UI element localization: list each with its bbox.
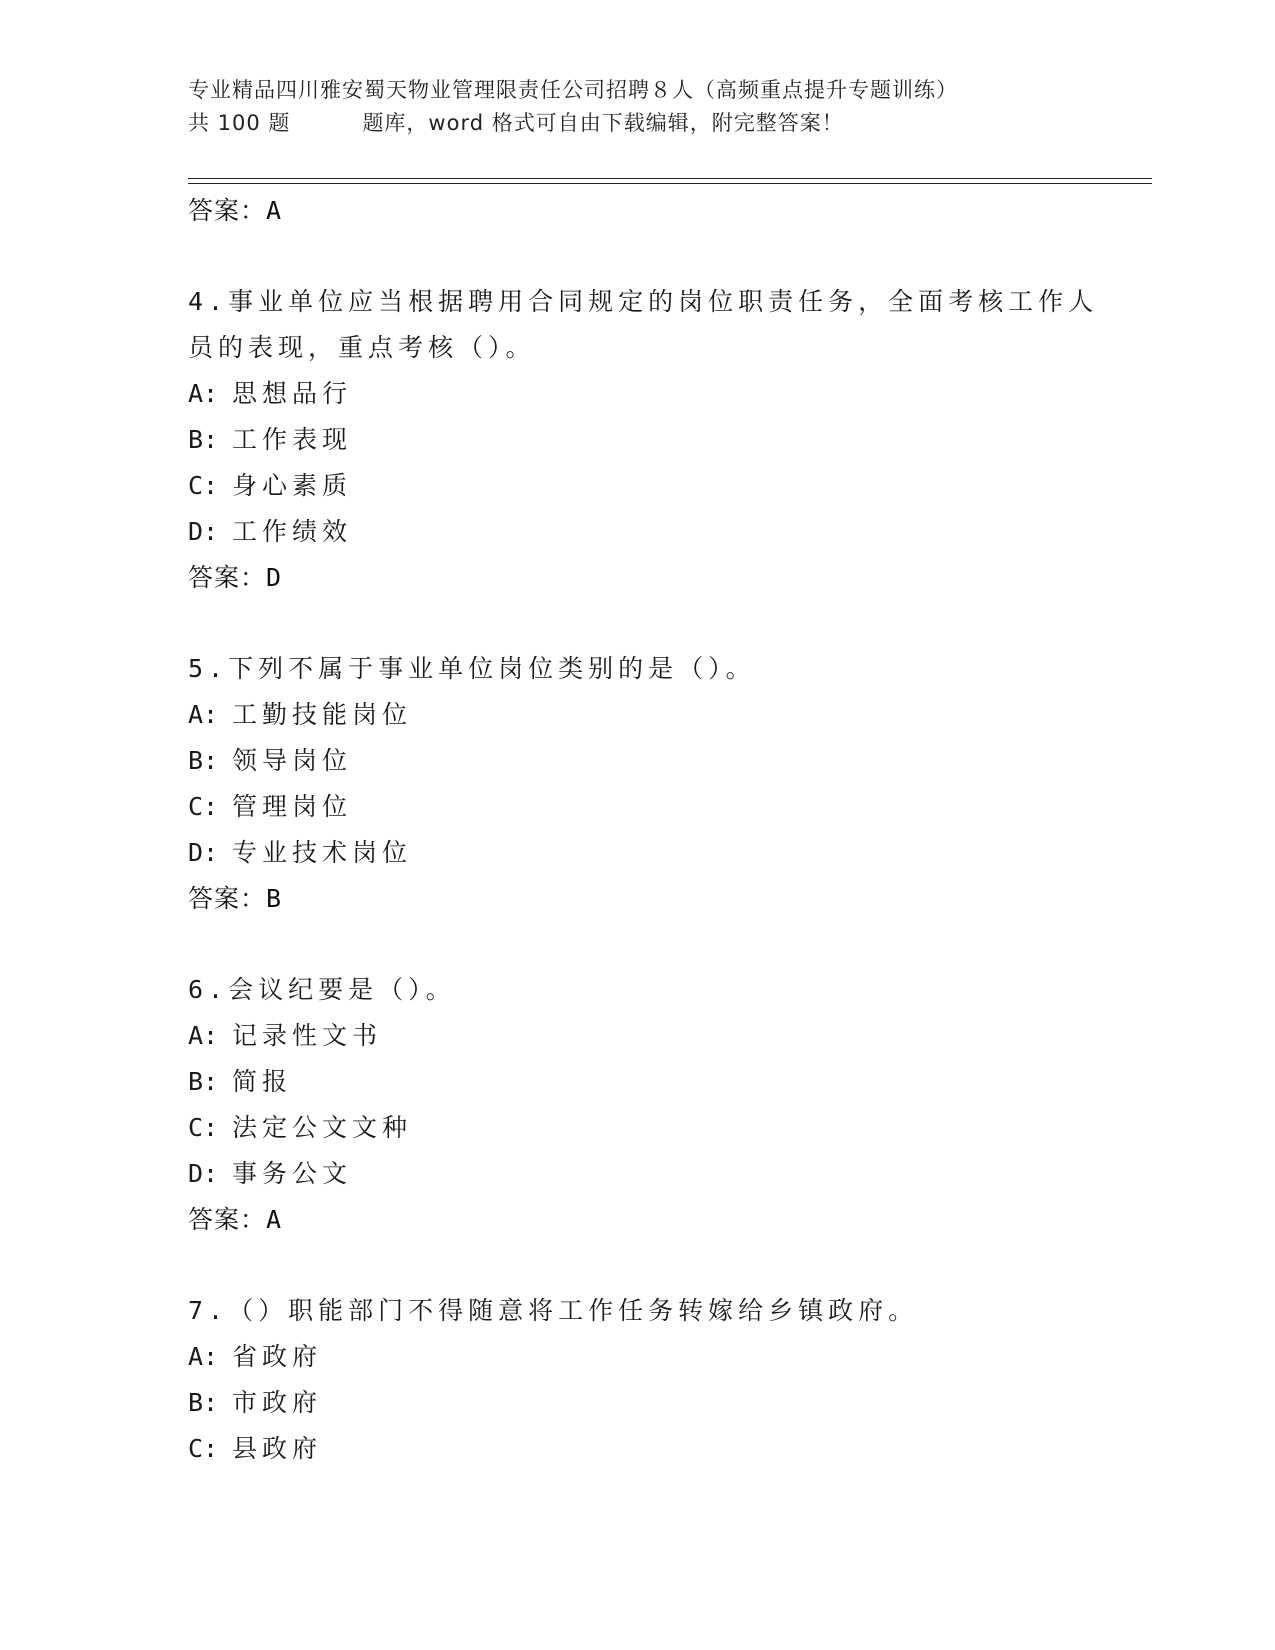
option-a xyxy=(188,692,1088,738)
question-text: 5.下列不属于事业单位岗位类别的是（）。 xyxy=(188,654,756,683)
header-divider-bottom xyxy=(188,183,1152,184)
option-key: C: xyxy=(188,792,219,821)
option-key: B: xyxy=(188,1067,219,1096)
answer-line: 答案：A xyxy=(188,1205,283,1234)
document-subtitle xyxy=(188,107,1148,140)
option-text: 市政府 xyxy=(232,1388,323,1417)
option-text: 工作绩效 xyxy=(232,517,353,546)
option-d xyxy=(188,1151,1088,1197)
header-divider-top xyxy=(188,178,1152,179)
option-text: 事务公文 xyxy=(232,1159,353,1188)
option-c xyxy=(188,1105,1088,1151)
option-text: 专业技术岗位 xyxy=(232,838,413,867)
option-a xyxy=(188,1334,1088,1380)
option-key: D: xyxy=(188,838,219,867)
option-text: 记录性文书 xyxy=(232,1021,383,1050)
option-text: 法定公文文种 xyxy=(232,1113,413,1142)
option-key: C: xyxy=(188,1113,219,1142)
option-key: B: xyxy=(188,746,219,775)
option-key: C: xyxy=(188,1434,219,1463)
option-b xyxy=(188,1059,1088,1105)
document-header xyxy=(188,74,1148,140)
answer-line: 答案：B xyxy=(188,884,283,913)
option-a xyxy=(188,1013,1088,1059)
option-text: 工勤技能岗位 xyxy=(232,700,413,729)
option-c xyxy=(188,784,1088,830)
question-text: 7.（）职能部门不得随意将工作任务转嫁给乡镇政府。 xyxy=(188,1296,919,1325)
option-text: 管理岗位 xyxy=(232,792,353,821)
option-text: 身心素质 xyxy=(232,471,353,500)
answer-line: 答案：D xyxy=(188,563,283,592)
option-key: B: xyxy=(188,425,219,454)
option-text: 工作表现 xyxy=(232,425,353,454)
option-key: D: xyxy=(188,1159,219,1188)
option-text: 思想品行 xyxy=(232,379,353,408)
option-d xyxy=(188,509,1088,555)
option-key: A: xyxy=(188,1021,219,1050)
option-key: A: xyxy=(188,1342,219,1371)
question-item xyxy=(188,967,1088,1243)
question-text: 员的表现，重点考核（）。 xyxy=(188,333,536,362)
option-key: A: xyxy=(188,379,219,408)
question-item xyxy=(188,1288,1088,1472)
option-b xyxy=(188,417,1088,463)
option-key: C: xyxy=(188,471,219,500)
option-d xyxy=(188,830,1088,876)
question-item xyxy=(188,646,1088,922)
question-item xyxy=(188,279,1099,601)
document-title: 专业精品四川雅安蜀天物业管理限责任公司招聘８人（高频重点提升专题训练） xyxy=(188,78,958,102)
question-text: 4.事业单位应当根据聘用合同规定的岗位职责任务，全面考核工作人 xyxy=(188,287,1099,316)
option-c xyxy=(188,1426,1088,1472)
option-key: B: xyxy=(188,1388,219,1417)
option-b xyxy=(188,1380,1088,1426)
option-text: 县政府 xyxy=(232,1434,323,1463)
option-key: A: xyxy=(188,700,219,729)
document-description: 题库，word 格式可自由下载编辑，附完整答案！ xyxy=(362,111,844,135)
option-text: 省政府 xyxy=(232,1342,323,1371)
option-c xyxy=(188,463,1088,509)
question-text: 6.会议纪要是（）。 xyxy=(188,975,456,1004)
question-list xyxy=(188,188,1099,1472)
option-key: D: xyxy=(188,517,219,546)
answer-line: 答案：A xyxy=(188,196,283,225)
option-text: 领导岗位 xyxy=(232,746,353,775)
option-b xyxy=(188,738,1088,784)
option-a xyxy=(188,371,1088,417)
question-count: 共 100 题 xyxy=(188,111,291,135)
option-text: 简报 xyxy=(232,1067,293,1096)
